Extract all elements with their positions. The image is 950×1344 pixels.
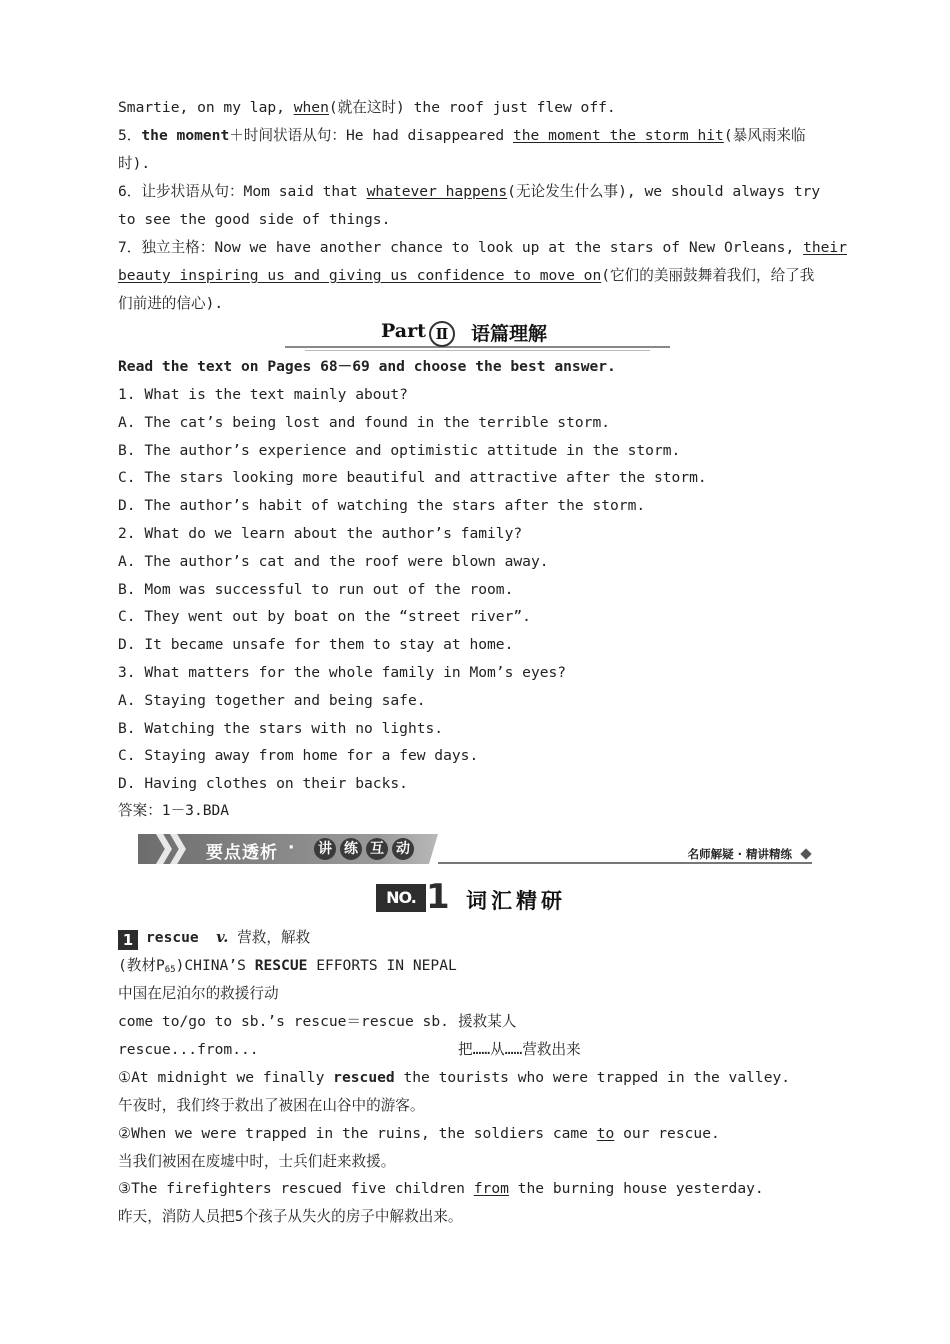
underlined-answer: to [596,1125,615,1142]
banner-subtitle: 名师解疑 · 精讲精练 [687,847,792,861]
underlined-answer: whatever happens [366,183,508,200]
example-1 [118,1068,790,1088]
answer-key: 答案：1－3.BDA [118,802,230,819]
no-number: 1 [426,877,450,917]
answer-option: B. Mom was successful to run out of the room. [118,581,514,598]
answer-option: D. Having clothes on their backs. [118,775,408,792]
vocab-heading [376,877,596,917]
item-number: 7． [118,239,142,256]
text-segment: 独立主格：Now we have another chance to look up at the stars of New Orleans, [141,239,804,256]
answer-option: D. It became unsafe for them to stay at home. [118,636,514,653]
underlined-answer: from [473,1180,509,1197]
text-segment: ③The firefighters rescued five children [118,1180,474,1197]
text-line [118,266,814,286]
answer-option: D. The author’s habit of watching the stars after the storm. [118,497,646,514]
example-3 [118,1179,764,1199]
text-segment: ②When we were trapped in the ruins, the soldiers came [118,1125,597,1142]
underlined-answer: the moment the storm hit [512,127,724,144]
text-segment: ＋时间状语从句：He had disappeared [229,127,513,144]
underlined-answer: beauty inspiring us and giving us confidence to move on [118,267,602,284]
section-banner [138,832,812,868]
text-segment: (它们的美丽鼓舞着我们，给了我 [601,267,815,284]
banner-char: 互 [366,838,388,860]
part-heading [285,318,670,352]
text-segment: (暴风雨来临 [723,127,806,144]
item-7 [118,238,847,258]
text-segment: (无论发生什么事), we should always try [507,183,821,200]
text-line [118,98,616,118]
heading-rule [285,346,670,348]
phrase-2: rescue...from... [118,1041,259,1058]
text-segment: EFFORTS IN NEPAL [307,957,457,974]
text-segment: the tourists who were trapped in the valley. [394,1069,791,1086]
item-6 [118,182,820,202]
banner-rule [438,862,812,864]
text-line: 时). [118,155,151,172]
question-stem: 3. What matters for the whole family in Mom’s eyes? [118,664,567,681]
entry-number-badge: 1 [118,930,138,950]
item-number: 5． [118,127,142,144]
banner-char: 动 [392,838,414,860]
banner-dot: · [288,838,295,858]
diamond-icon [800,848,811,859]
part-roman-numeral: Ⅱ [429,321,455,347]
vocab-title: 词汇精研 [466,889,566,913]
answer-option: C. Staying away from home for a few days. [118,747,479,764]
banner-title: 要点透析 [206,843,278,863]
phrase-1 [118,1012,449,1032]
text-segment: 让步状语从句：Mom said that [141,183,367,200]
answer-option: B. The author’s experience and optimistic attitude in the storm. [118,442,681,459]
source-line [118,956,457,980]
text-segment: ①At midnight we finally [118,1069,334,1086]
vocab-entry-head [118,928,310,950]
bold-label: the moment [141,127,230,144]
entry-pos: v. [216,929,229,946]
phrase-english: come to/go to sb.’s rescue＝rescue sb. [118,1013,449,1030]
text-segment: (教材P [118,957,165,974]
text-segment: the burning house yesterday. [508,1180,764,1197]
answer-option: C. They went out by boat on the “street river”. [118,608,531,625]
page-subscript: 65 [164,965,176,975]
heading-rule [305,350,650,351]
text-line: 们前进的信心). [118,295,224,312]
example-2 [118,1124,720,1144]
question-stem: 1. What is the text mainly about? [118,386,408,403]
no-badge: NO. [376,884,426,912]
answer-option: B. Watching the stars with no lights. [118,720,444,737]
phrase-1-meaning: 援救某人 [458,1013,517,1030]
text-segment: (就在这时) the roof just flew off. [328,99,616,116]
text-line: to see the good side of things. [118,211,391,228]
banner-char: 练 [340,838,362,860]
bold-word: rescued [333,1069,395,1086]
example-3-translation: 昨天，消防人员把5个孩子从失火的房子中解救出来。 [118,1208,463,1225]
answer-option: A. The cat’s being lost and found in the terrible storm. [118,414,611,431]
entry-meaning: 营救，解救 [237,929,311,946]
entry-word: rescue [146,929,199,946]
item-number: 6． [118,183,142,200]
banner-char: 讲 [314,838,336,860]
example-1-translation: 午夜时，我们终于救出了被困在山谷中的游客。 [118,1097,425,1114]
answer-option: C. The stars looking more beautiful and attractive after the storm. [118,469,707,486]
bold-word: RESCUE [254,957,308,974]
example-2-translation: 当我们被困在废墟中时，士兵们赶来救援。 [118,1153,396,1170]
text-segment: )CHINA’S [175,957,255,974]
part-label: Part [381,320,426,342]
answer-option: A. The author’s cat and the roof were blown away. [118,553,549,570]
source-translation: 中国在尼泊尔的救援行动 [118,985,279,1002]
reading-instruction: Read the text on Pages 68－69 and choose the best answer. [118,358,616,375]
text-segment: Smartie, on my lap, [118,99,294,116]
text-segment: our rescue. [614,1125,720,1142]
question-stem: 2. What do we learn about the author’s family? [118,525,523,542]
phrase-2-meaning: 把……从……营救出来 [458,1041,581,1058]
item-5 [118,126,806,146]
underlined-answer: when [293,99,329,116]
answer-option: A. Staying together and being safe. [118,692,426,709]
part-title: 语篇理解 [471,323,548,345]
underlined-answer: their [803,239,847,256]
